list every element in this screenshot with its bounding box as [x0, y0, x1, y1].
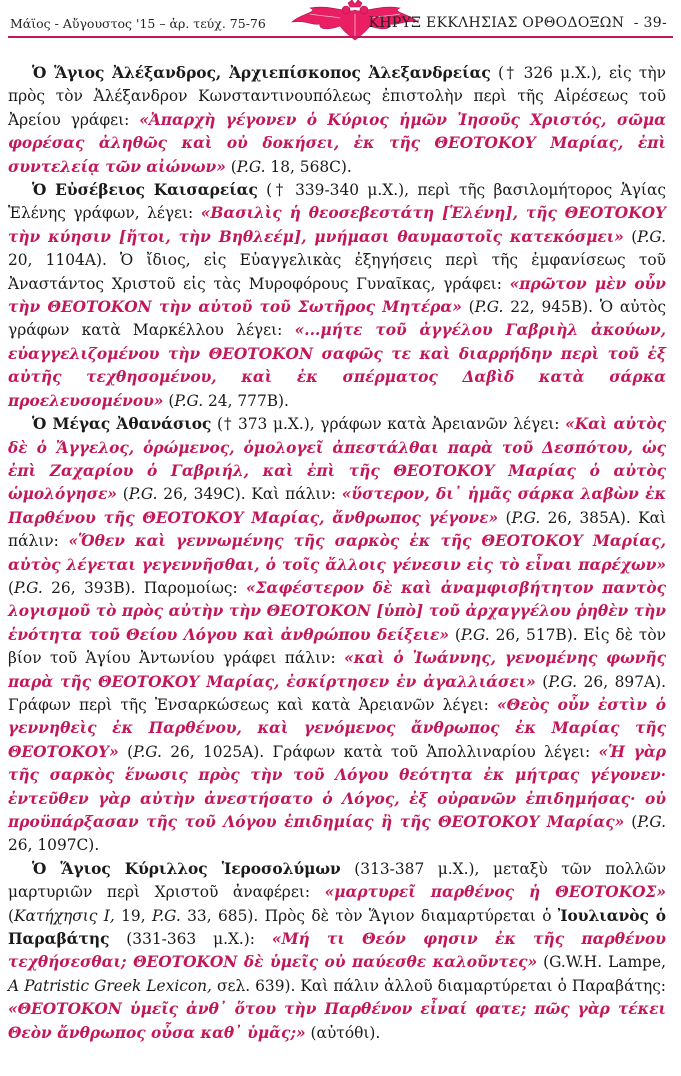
bold-name: Ὁ Ἅγιος Ἀλέξανδρος, Ἀρχιεπίσκοπος Ἀλεξανδρείας [32, 64, 491, 82]
bold-name: Ὁ Ἅγιος Κύριλλος Ἱεροσολύμων [32, 859, 341, 878]
quotation: «πρῶτον μὲν οὖν τὴν ΘΕΟΤΟΚΟΝ τὴν αὐτοῦ τοῦ Σωτῆρος Μητέρα» [8, 274, 666, 317]
quotation: «Μή τι Θεόν φησιν ἐκ τῆς παρθένου τεχθήσεσθαι; ΘΕΟΤΟΚΟΝ δὲ ὑμεῖς οὐ παύεσθε καλοῦντες» [8, 930, 666, 972]
page-header [0, 0, 681, 46]
text-run: 33, 685). Πρὸς δὲ τὸν Ἅγιον διαμαρτύρεται ὁ [180, 906, 558, 925]
text-run: ( [116, 485, 129, 504]
text-run: ( [623, 227, 638, 246]
header-rule [8, 36, 673, 38]
italic-ref: P.G. [174, 391, 204, 410]
text-run: 19, [114, 906, 152, 925]
italic-ref: P.G. [511, 508, 541, 527]
bold-name: Ἰουλιανὸς ὁ Παραβάτης [8, 906, 667, 949]
journal-name: ΚΗΡΥΞ ΕΚΚΛΗΣΙΑΣ ΟΡΘΟΔΟΞΩΝ [368, 15, 625, 31]
paragraph [8, 858, 666, 1045]
quotation: «Βασιλὶς ἡ θεοσεβεστάτη [Ἑλένη], τῆς ΘΕΟΤΟΚΟΥ τὴν κύησιν [ἤτοι, τὴν Βηθλεέμ], μνήμασι θαυμαστοῖς κατεκόσμει» [8, 204, 666, 246]
text-run: 26, 1025A). Γράφων κατὰ τοῦ Ἀπολλιναρίου λέγει: [161, 742, 599, 761]
text-run: († 339-340 μ.Χ.), περὶ τῆς βασιλομήτορος Ἁγίας Ἑλένης γράφων, λέγει: [8, 181, 666, 223]
quotation: «Θεὸς οὖν ἐστὶν ὁ γεννηθεὶς ἐκ Παρθένου, καὶ γενόμενος ἄνθρωπος ἐκ Μαρίας τῆς ΘΕΟΤΟΚΟΥ» [8, 695, 666, 761]
quotation: «Ὅθεν καὶ γεννωμένης τῆς σαρκὸς ἐκ τῆς ΘΕΟΤΟΚΟΥ Μαρίας, αὐτὸς λέγεται γεγεννῆσθαι, ὁ τοῖς ἄλλοις γένεσιν εἰς τὸ εἶναι παρέχων» [8, 532, 667, 574]
text-run: 22, 945B). Ὁ αὐτὸς γράφων κατὰ Μαρκέλλου λέγει: [8, 298, 666, 340]
page-number: - 39- [633, 15, 667, 31]
text-run: ( [448, 625, 461, 644]
text-run: ( [461, 298, 475, 317]
text-run: ( [8, 578, 15, 597]
text-run: († 373 μ.Χ.), γράφων κατὰ Ἀρειανῶν λέγει: [211, 415, 566, 434]
text-run: (313-387 μ.Χ.), μεταξὺ τῶν πολλῶν μαρτυριῶν περὶ Χριστοῦ ἀναφέρει: [8, 859, 666, 902]
issue-info: Μάϊος - Αὔγουστος '15 – ἀρ. τεύχ. 75-76 [10, 16, 266, 31]
italic-ref: P.G. [14, 578, 43, 597]
italic-ref: P.G. [474, 298, 504, 317]
text-run: (331-363 μ.Χ.): [109, 930, 272, 949]
quotation: «Ἡ γὰρ τῆς σαρκὸς ἕνωσις πρὸς τὴν τοῦ Λόγου θεότητα ἐκ μήτρας γέγονεν· ἐντεῦθεν γὰρ αὐτὴν ἀνεστήσατο ὁ Λόγος, ἐξ οὐρανῶν ἐπιδημήσας· οὐ προϋπάρξασαν τῆς τοῦ Λόγου ἐπιδημίας ἢ τῆς ΘΕΟΤΟΚΟΥ Μαρίας» [8, 742, 667, 831]
quotation: «ΘΕΟΤΟΚΟΝ ὑμεῖς ἀνθ᾽ ὅτου τὴν Παρθένον εἶναί φατε; πῶς γὰρ τέκει Θεὸν ἄνθρωπος οὖσα καθ᾽ ὑμᾶς;» [8, 1000, 666, 1042]
italic-ref: Κατήχησις Ι, [14, 906, 115, 925]
quotation: «...μήτε τοῦ ἀγγέλου Γαβριὴλ ἀκούων, εὐαγγελιζομένου τὴν ΘΕΟΤΟΚΟΝ σαφῶς τε καὶ διαρρήδην περὶ τοῦ ἐξ αὐτῆς τεχθησομένου, καὶ ἐκ σπέρματος Δαβὶδ κατὰ σάρκα προελευσομένου» [8, 321, 666, 410]
text-run: σελ. 639). Καὶ πάλιν ἀλλοῦ διαμαρτύρεται ὁ Παραβάτης: [211, 976, 666, 995]
italic-ref: A Patristic Greek Lexicon, [8, 976, 212, 995]
text-run: 24, 777B). [203, 391, 289, 410]
text-run: ( [624, 813, 638, 831]
paragraph [8, 413, 666, 858]
italic-ref: P.G. [637, 227, 666, 246]
text-run: ( [118, 742, 134, 761]
text-run: ( [225, 157, 237, 176]
quotation: «μαρτυρεῖ παρθένος ἡ ΘΕΟΤΟΚΟΣ» [324, 883, 666, 902]
text-run: 26, 393B). Παρομοίως: [42, 578, 247, 597]
paragraph [8, 62, 666, 179]
italic-ref: P.G. [637, 813, 666, 831]
paragraph [8, 179, 666, 413]
text-run: ( [8, 906, 15, 925]
quotation: «Σαφέστερον δὲ καὶ ἀναμφισβήτητον παντὸς λογισμοῦ τὸ πρὸς αὐτὴν τὴν ΘΕΟΤΟΚΟΝ [ὑπὸ] τοῦ ἀρχαγγέλου ῥηθὲν τὴν ἑνότητα τοῦ Θείου Λόγου καὶ ἀνθρώπου δείξειε» [8, 578, 666, 644]
text-run: 26, 1097C). [8, 836, 100, 855]
text-run: (G.W.H. Lampe, [537, 953, 666, 972]
text-run: 26, 385A). Καὶ πάλιν: [8, 508, 666, 551]
article-body [8, 62, 666, 1045]
italic-ref: P.G. [151, 906, 181, 925]
quotation: «καὶ ὁ Ἰωάννης, γενομένης φωνῆς παρὰ τῆς ΘΕΟΤΟΚΟΥ Μαρίας, ἐσκίρτησεν ἐν ἀγαλλιάσει» [8, 649, 666, 691]
italic-ref: P.G. [133, 742, 162, 761]
text-run: 26, 349C). Καὶ πάλιν: [157, 485, 342, 504]
text-run: (αὐτόθι). [305, 1023, 381, 1042]
quotation: «Καὶ αὐτὸς δὲ ὁ Ἄγγελος, ὁρώμενος, ὁμολογεῖ ἀπεστάλθαι παρὰ τοῦ Δεσπότου, ὡς ἐπὶ Ζαχαρίου ὁ Γαβριήλ, καὶ ἐπὶ τῆς ΘΕΟΤΟΚΟΥ Μαρίας ὁ αὐτὸς ὡμολόγησε» [8, 415, 666, 504]
journal-title [369, 15, 667, 31]
italic-ref: P.G. [128, 485, 158, 504]
italic-ref: P.G. [460, 625, 490, 644]
italic-ref: P.G. [548, 672, 578, 691]
bold-name: Ὁ Εὐσέβειος Καισαρείας [32, 181, 258, 200]
text-run: ( [163, 391, 175, 410]
italic-ref: P.G. [236, 157, 266, 176]
bold-name: Ὁ Μέγας Ἀθανάσιος [32, 415, 212, 434]
text-run: 18, 568C). [265, 157, 352, 176]
text-run: ( [498, 508, 512, 527]
text-run: 26, 897A). Γράφων περὶ τῆς Ἐνσαρκώσεως καὶ κατὰ Ἀρειανῶν λέγει: [8, 672, 666, 714]
text-run: († 326 μ.Χ.), εἰς τὴν πρὸς τὸν Ἀλέξανδρον Κωνσταντινουπόλεως ἐπιστολὴν περὶ τῆς Αἱρέσεως τοῦ Ἀρείου γράφει: [8, 64, 666, 129]
text-run: ( [535, 672, 549, 691]
text-run: 26, 517B). Εἰς δὲ τὸν βίον τοῦ Ἁγίου Ἀντωνίου γράφει πάλιν: [8, 625, 666, 668]
quotation: «ὕστερον, δι᾽ ἡμᾶς σάρκα λαβὼν ἐκ Παρθένου τῆς ΘΕΟΤΟΚΟΥ Μαρίας, ἄνθρωπος γέγονε» [8, 485, 666, 527]
text-run: 20, 1104A). Ὁ ἴδιος, εἰς Εὐαγγελικὰς ἐξηγήσεις περὶ τῆς ἐμφανίσεως τοῦ Ἀναστάντος Χριστοῦ εἰς τὰς Μυροφόρους Γυναῖκας, γράφει: [8, 251, 666, 293]
quotation: «Ἀπαρχὴ γέγονεν ὁ Κύριος ἡμῶν Ἰησοῦς Χριστός, σῶμα φορέσας ἀληθῶς καὶ οὐ δοκήσει, ἐκ τῆς ΘΕΟΤΟΚΟΥ Μαρίας, ἐπὶ συντελείᾳ τῶν αἰώνων» [8, 110, 666, 176]
